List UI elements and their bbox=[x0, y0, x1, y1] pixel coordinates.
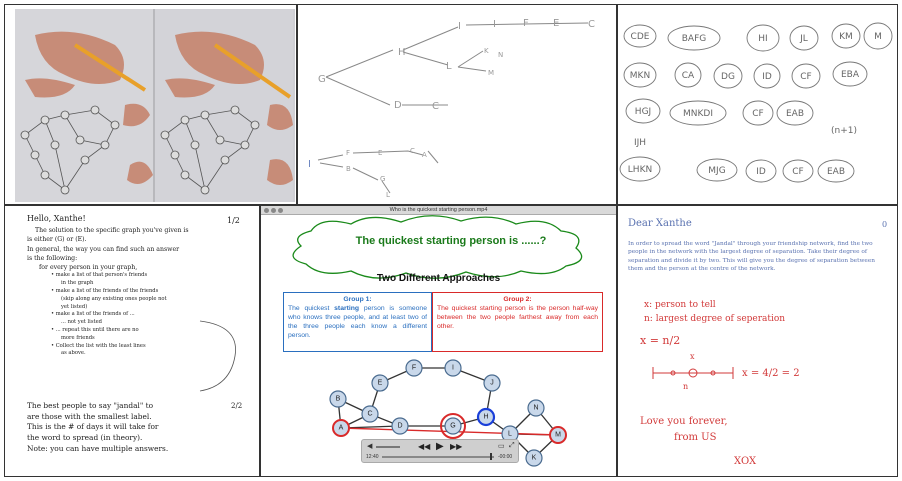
letter-right-panel bbox=[617, 205, 898, 477]
node-e-label: E bbox=[377, 379, 383, 387]
tree-node-i2: I bbox=[493, 19, 496, 30]
letter-line: ... not yet listed bbox=[61, 319, 102, 326]
letter-line: the word to spread (in theory). bbox=[27, 433, 143, 443]
group-cf-3: CF bbox=[792, 167, 804, 177]
n-plus-one-note: (n+1) bbox=[831, 126, 857, 136]
group1-text-a: The quickest bbox=[288, 304, 335, 312]
group-eab-2: EAB bbox=[826, 167, 846, 177]
letter-line: • ... repeat this until there are no bbox=[51, 327, 139, 334]
group-hi: HI bbox=[758, 34, 768, 44]
group-hgj: HGJ bbox=[634, 107, 652, 117]
letter-right-greeting: Dear Xanthe bbox=[628, 218, 692, 229]
tree-node-d: D bbox=[394, 100, 402, 111]
letter-line: as above. bbox=[61, 350, 86, 357]
group-cde: CDE bbox=[630, 32, 650, 42]
video-panel bbox=[260, 205, 617, 477]
letter-side-note: 2/2 bbox=[231, 402, 243, 410]
node-a-label: A bbox=[338, 424, 344, 432]
tree-node-c: C bbox=[588, 19, 595, 30]
fullscreen-icon[interactable]: ⤢ bbox=[509, 442, 515, 449]
tree-node-m: M bbox=[488, 69, 495, 77]
group-mjg: MJG bbox=[708, 166, 726, 176]
group-eab: EAB bbox=[785, 109, 805, 119]
definition-degree: n: largest degree of seperation bbox=[644, 314, 786, 324]
group-eba: EBA bbox=[840, 70, 860, 80]
scrubber-handle[interactable] bbox=[490, 453, 492, 460]
letter-line: The best people to say "jandal" to bbox=[27, 401, 154, 410]
circled-groups bbox=[618, 5, 898, 205]
letter-line: yet listed) bbox=[61, 303, 88, 310]
formula-general: x = n/2 bbox=[640, 334, 681, 347]
group-jl: JL bbox=[800, 34, 808, 44]
group-cf: CF bbox=[800, 72, 812, 82]
letter-line: (skip along any existing ones people not bbox=[61, 295, 167, 302]
tree-node-e-lower: E bbox=[378, 149, 383, 157]
forward-button[interactable]: ▶▶ bbox=[450, 442, 463, 451]
group-mnkdi: MNKDI bbox=[683, 109, 713, 119]
svg-text:x: x bbox=[690, 352, 695, 361]
tree-node-i-lower: I bbox=[308, 159, 311, 170]
volume-slider[interactable] bbox=[376, 446, 400, 448]
group-id: ID bbox=[762, 72, 772, 82]
definition-person: x: person to tell bbox=[644, 300, 716, 310]
tree-node-l: L bbox=[446, 61, 452, 72]
video-controls bbox=[361, 439, 519, 463]
share-icon[interactable]: ▭ bbox=[498, 443, 505, 450]
tree-node-h: H bbox=[398, 47, 406, 58]
groups-note-panel bbox=[617, 4, 898, 205]
tree-sketch-panel bbox=[297, 4, 617, 205]
cloud-title: The quickest starting person is ......? bbox=[355, 235, 547, 247]
tree-node-f-lower: F bbox=[346, 149, 351, 157]
tree-node-f: F bbox=[523, 18, 529, 29]
node-d-label: D bbox=[397, 422, 403, 430]
tree-node-c2: C bbox=[432, 101, 439, 112]
group1-box bbox=[283, 292, 432, 352]
letter-bracket-doodle bbox=[195, 316, 255, 396]
tree-node-g: G bbox=[318, 74, 326, 85]
letter-right-intro: In order to spread the word "Jandal" through your friendship network, find the two people in the network with the largest degree of separation. Take their degree of separation and divide it by two. This will give you the degree of separation between them and the person at the centre of the network. bbox=[628, 241, 875, 273]
svg-text:n: n bbox=[683, 382, 689, 391]
node-k-label: K bbox=[531, 454, 537, 462]
letter-line: is either (G) or (E). bbox=[27, 236, 87, 244]
group-lhkn: LHKN bbox=[627, 165, 653, 175]
group2-title: Group 2: bbox=[503, 296, 532, 303]
play-button[interactable]: ▶ bbox=[436, 441, 444, 452]
letter-line: The solution to the specific graph you've given is bbox=[35, 227, 189, 234]
letter-page-number: 1/2 bbox=[227, 216, 240, 225]
scrubber-track[interactable] bbox=[382, 456, 494, 458]
letter-left-panel bbox=[4, 205, 260, 477]
tree-node-k: K bbox=[484, 47, 489, 55]
letter-greeting: Hello, Xanthe! bbox=[27, 214, 86, 223]
tree-sketch bbox=[298, 5, 617, 205]
formula-example: x = 4/2 = 2 bbox=[742, 368, 800, 379]
current-time: 12:40 bbox=[366, 454, 379, 460]
letter-line: are those with the smallest label. bbox=[27, 411, 152, 421]
letter-line: • make a list of the friends of the friends bbox=[51, 288, 159, 295]
remaining-time: -00:00 bbox=[498, 454, 513, 460]
letter-line: • make a list of that person's friends bbox=[51, 272, 148, 279]
tree-node-c-lower: C bbox=[410, 147, 415, 155]
letter-line: • make a list of the friends of ... bbox=[51, 311, 135, 318]
group-ijh: IJH bbox=[633, 138, 647, 148]
group-mkn: MKN bbox=[629, 71, 651, 81]
photo-panel bbox=[4, 4, 297, 205]
group2-text: The quickest starting person is the person half-way between the two people farthest away from each other. bbox=[437, 304, 598, 330]
node-j-label: J bbox=[490, 379, 494, 387]
video-window-title: Who is the quickest starting person.mp4 bbox=[389, 207, 488, 213]
approaches-subtitle: Two Different Approaches bbox=[376, 273, 501, 284]
group-bafg: BAFG bbox=[681, 34, 707, 44]
tree-node-l-lower: L bbox=[386, 191, 390, 199]
group-cf-2: CF bbox=[752, 109, 764, 119]
tree-node-e: E bbox=[553, 18, 560, 29]
node-c-label: C bbox=[367, 410, 373, 418]
number-line-sketch bbox=[648, 351, 738, 391]
letter-line: for every person in your graph, bbox=[39, 264, 138, 272]
letter-line: • Collect the list with the least lines bbox=[51, 342, 146, 349]
signoff-xox: XOX bbox=[734, 456, 757, 467]
letter-line: in the graph bbox=[61, 280, 94, 287]
letter-line: In general, the way you can find such an answer bbox=[27, 245, 180, 253]
node-m-label: M bbox=[555, 431, 561, 439]
group-id-2: ID bbox=[756, 167, 766, 177]
group1-title: Group 1: bbox=[343, 296, 372, 303]
node-b-label: B bbox=[335, 395, 341, 403]
tree-node-n: N bbox=[498, 51, 504, 59]
group1-text-b: person is someone who knows three people, and at least two of the three people each know a different person. bbox=[288, 304, 427, 339]
group2-box bbox=[432, 292, 603, 352]
node-i-label: I bbox=[452, 364, 454, 372]
node-g-label: G bbox=[450, 422, 456, 430]
group-km: KM bbox=[839, 32, 853, 42]
group-m: M bbox=[874, 32, 882, 42]
tree-node-g-lower: G bbox=[380, 175, 386, 183]
letter-line: more friends bbox=[61, 334, 95, 341]
letter-bottom bbox=[27, 401, 257, 455]
node-f-label: F bbox=[411, 364, 417, 372]
rewind-button[interactable]: ◀◀ bbox=[418, 442, 431, 451]
tree-node-a-lower: A bbox=[422, 151, 427, 159]
signoff-from: from US bbox=[674, 432, 717, 443]
node-l-label: L bbox=[508, 430, 512, 438]
hands-drawing-photo bbox=[5, 5, 297, 205]
volume-icon[interactable]: ◀ bbox=[367, 443, 373, 450]
node-h-label: H bbox=[483, 413, 489, 421]
signoff-love: Love you forever, bbox=[640, 416, 728, 427]
node-n-label: N bbox=[533, 404, 539, 412]
tree-node-b-lower: B bbox=[346, 165, 351, 173]
group1-highlight: starting bbox=[334, 304, 360, 312]
cloud-shape bbox=[293, 216, 582, 279]
tree-node-i: I bbox=[458, 21, 461, 32]
letter-right-corner: 0 bbox=[882, 220, 888, 229]
group-dg: DG bbox=[721, 72, 735, 82]
group-ca: CA bbox=[681, 71, 695, 81]
letter-line: is the following: bbox=[27, 254, 78, 262]
letter-line: This is the # of days it will take for bbox=[27, 422, 159, 432]
letter-line: Note: you can have multiple answers. bbox=[27, 443, 169, 453]
